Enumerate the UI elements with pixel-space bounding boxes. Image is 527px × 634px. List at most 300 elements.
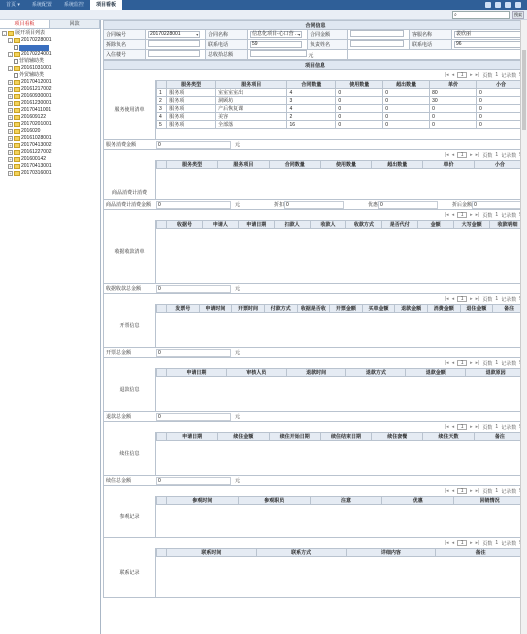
visit-table bbox=[156, 496, 526, 505]
sidebar-tab-payment[interactable]: 回款 bbox=[50, 20, 100, 28]
label: 入住楼号 bbox=[104, 50, 146, 60]
first-page-icon[interactable]: |◂ bbox=[444, 296, 449, 302]
table-row[interactable] bbox=[157, 105, 526, 113]
column-header[interactable]: 扫款人 bbox=[274, 221, 310, 229]
refund-pager bbox=[103, 358, 527, 368]
expand-icon[interactable]: + bbox=[9, 171, 12, 176]
table-cell: 0 bbox=[336, 113, 383, 121]
expand-icon[interactable]: + bbox=[9, 143, 12, 148]
discounted-total-field[interactable]: 0 bbox=[472, 201, 522, 209]
table-cell: 0 bbox=[383, 89, 430, 97]
unit-label: 元 bbox=[235, 142, 241, 148]
page-input[interactable]: 1 bbox=[457, 424, 467, 430]
column-header[interactable]: 发票号 bbox=[167, 305, 200, 313]
tree-folder-item[interactable] bbox=[2, 170, 98, 177]
folder-icon bbox=[14, 136, 20, 141]
tree-folder-item[interactable] bbox=[2, 128, 98, 135]
tree-item-label: 营销辅助类 bbox=[19, 58, 45, 64]
pages-count: 1 bbox=[495, 540, 499, 546]
tree-item-label: 20170412001 bbox=[21, 79, 52, 85]
column-header[interactable]: 收款人 bbox=[310, 221, 346, 229]
first-page-icon[interactable]: |◂ bbox=[444, 72, 449, 78]
extend-pager bbox=[103, 422, 527, 432]
column-header[interactable]: 开票金额 bbox=[330, 305, 363, 313]
column-header[interactable]: 服务项目 bbox=[218, 161, 269, 169]
folder-icon bbox=[14, 66, 20, 71]
column-header[interactable]: 大写金额 bbox=[454, 221, 490, 229]
extend-total-label: 续住总金额 bbox=[106, 478, 132, 484]
next-page-icon[interactable]: ▸ bbox=[470, 360, 473, 366]
page-input[interactable]: 1 bbox=[457, 488, 467, 494]
refund-total-label: 退款总金额 bbox=[106, 414, 132, 420]
tree-folder-item[interactable] bbox=[2, 156, 98, 163]
column-header[interactable]: 参观职员 bbox=[238, 497, 310, 505]
next-page-icon[interactable]: ▸ bbox=[470, 488, 473, 494]
table-cell: 服务项 bbox=[167, 121, 216, 129]
table-cell: 80 bbox=[430, 89, 477, 97]
column-header[interactable]: 收款方式 bbox=[346, 221, 382, 229]
manager-name-field[interactable] bbox=[350, 40, 404, 47]
tree-item-label: 展开项目列表 bbox=[15, 30, 46, 36]
search-button[interactable]: 搜索 bbox=[514, 12, 522, 17]
table-cell: 0 bbox=[383, 105, 430, 113]
search-input[interactable] bbox=[452, 11, 510, 19]
pages-label: 页数 bbox=[482, 424, 493, 431]
tree-folder-item[interactable] bbox=[2, 51, 98, 58]
column-header[interactable]: 超出数量 bbox=[383, 81, 430, 89]
last-page-icon[interactable]: ▸| bbox=[475, 212, 480, 218]
table-cell: 洞顾坊 bbox=[216, 97, 287, 105]
phone-field[interactable]: 59 bbox=[250, 41, 302, 48]
label: 总收拾总额 bbox=[206, 50, 248, 60]
table-cell: 0 bbox=[477, 97, 526, 105]
sidebar-tab-project[interactable]: 项目看板 bbox=[0, 20, 50, 28]
records-label: 记录数 bbox=[501, 540, 517, 547]
folder-icon bbox=[8, 31, 14, 36]
column-header[interactable]: 优惠 bbox=[382, 497, 454, 505]
table-cell: 服务项 bbox=[167, 97, 216, 105]
tab-system-config[interactable]: 系统配置 bbox=[31, 2, 52, 8]
folder-icon bbox=[14, 108, 20, 113]
expand-icon[interactable]: + bbox=[9, 101, 12, 106]
service-section bbox=[103, 80, 527, 140]
customer-name-field[interactable]: 裴欣丽 bbox=[454, 31, 521, 38]
invoice-section-label: 开票信息 bbox=[104, 304, 156, 347]
collapse-icon[interactable]: - bbox=[9, 66, 12, 71]
column-header[interactable]: 收款明细 bbox=[490, 221, 526, 229]
column-header[interactable]: 买单金额 bbox=[362, 305, 395, 313]
tree-folder-item[interactable] bbox=[2, 107, 98, 114]
tree-folder-item[interactable] bbox=[2, 149, 98, 156]
column-header[interactable]: 注意 bbox=[310, 497, 382, 505]
search-icon: ⌕ bbox=[454, 12, 457, 18]
next-page-icon[interactable]: ▸ bbox=[470, 424, 473, 430]
records-label: 记录数 bbox=[501, 488, 517, 495]
tree-folder-item[interactable] bbox=[2, 142, 98, 149]
table-row[interactable] bbox=[157, 97, 526, 105]
column-header[interactable]: 使用数量 bbox=[320, 161, 371, 169]
table-cell: 0 bbox=[477, 121, 526, 129]
table-cell: 服务项 bbox=[167, 113, 216, 121]
column-header[interactable]: 退款金额 bbox=[395, 305, 428, 313]
column-header[interactable]: 备注 bbox=[436, 549, 526, 557]
extend-section-label: 续住信息 bbox=[104, 432, 156, 475]
last-page-icon[interactable]: ▸| bbox=[475, 488, 480, 494]
pages-label: 页数 bbox=[482, 360, 493, 367]
prev-page-icon[interactable]: ◂ bbox=[451, 212, 455, 218]
table-row[interactable] bbox=[157, 121, 526, 129]
folder-icon bbox=[14, 150, 20, 155]
column-header[interactable]: 是否代付 bbox=[382, 221, 418, 229]
page-input[interactable]: 1 bbox=[457, 72, 467, 78]
pages-label: 页数 bbox=[482, 152, 493, 159]
table-cell: 2 bbox=[157, 97, 167, 105]
column-header[interactable]: 续住结束日期 bbox=[320, 433, 371, 441]
last-page-icon[interactable]: ▸| bbox=[475, 296, 480, 302]
tab-system-monitor[interactable]: 系统监控 bbox=[63, 2, 84, 8]
promo-field[interactable]: 0 bbox=[378, 201, 438, 209]
column-header[interactable]: 续住金额 bbox=[218, 433, 269, 441]
receipt-section-label: 收据收款清单 bbox=[104, 220, 156, 283]
tree-item-label: 20161217002 bbox=[21, 86, 52, 92]
page-input[interactable]: 1 bbox=[457, 540, 467, 546]
settings-icon[interactable] bbox=[515, 2, 521, 8]
pages-label: 页数 bbox=[482, 540, 493, 547]
table-cell: 4 bbox=[157, 113, 167, 121]
column-header[interactable]: 付款方式 bbox=[264, 305, 297, 313]
visit-section-label: 参观记录 bbox=[104, 496, 156, 537]
promo-label: 优惠 bbox=[368, 202, 379, 208]
unit-label: 元 bbox=[235, 286, 241, 292]
table-cell: 30 bbox=[430, 97, 477, 105]
column-header[interactable]: 详细内容 bbox=[346, 549, 436, 557]
last-page-icon[interactable]: ▸| bbox=[475, 424, 480, 430]
goods-total-label: 商品消费计消费金额 bbox=[106, 202, 152, 208]
unit-label: 元 bbox=[235, 414, 241, 420]
pages-count: 1 bbox=[495, 72, 499, 78]
goods-table bbox=[156, 160, 526, 169]
expand-icon[interactable]: + bbox=[9, 157, 12, 162]
column-header[interactable]: 服务项目 bbox=[216, 81, 287, 89]
records-label: 记录数 bbox=[501, 296, 517, 303]
tree-item-label: 20170413001 bbox=[21, 163, 52, 169]
prev-page-icon[interactable]: ◂ bbox=[451, 360, 455, 366]
label: 联系电话 bbox=[410, 40, 452, 50]
collapse-icon[interactable]: - bbox=[9, 52, 12, 57]
service-table bbox=[156, 80, 526, 129]
column-header[interactable]: 金额 bbox=[418, 221, 454, 229]
page-input[interactable]: 1 bbox=[457, 296, 467, 302]
extend-total-field[interactable]: 0 bbox=[156, 477, 231, 485]
last-page-icon[interactable]: ▸| bbox=[475, 152, 480, 158]
records-label: 记录数 bbox=[501, 152, 517, 159]
manager-phone-field[interactable]: 96 bbox=[454, 41, 521, 48]
tree-item-label bbox=[19, 45, 49, 51]
next-page-icon[interactable]: ▸ bbox=[470, 540, 473, 546]
column-header[interactable]: 单价 bbox=[423, 161, 474, 169]
table-cell: 0 bbox=[477, 89, 526, 97]
label: 联系电话 bbox=[206, 40, 248, 50]
tree-folder-item[interactable] bbox=[2, 30, 98, 37]
column-header[interactable]: 备注 bbox=[474, 433, 525, 441]
column-header[interactable]: 申请时间 bbox=[199, 305, 232, 313]
folder-icon bbox=[14, 87, 20, 92]
column-header[interactable]: 合同数量 bbox=[269, 161, 320, 169]
document-icon bbox=[14, 73, 18, 78]
column-header[interactable]: 服务类型 bbox=[167, 161, 218, 169]
contact-section bbox=[103, 548, 527, 598]
folder-icon bbox=[14, 38, 20, 43]
document-icon bbox=[14, 59, 18, 64]
tree-folder-item[interactable] bbox=[2, 163, 98, 170]
contact-pager bbox=[103, 538, 527, 548]
label: 拆除负名 bbox=[104, 40, 146, 50]
table-cell: 0 bbox=[336, 121, 383, 129]
name-field[interactable] bbox=[148, 40, 200, 47]
prev-page-icon[interactable]: ◂ bbox=[451, 296, 455, 302]
table-cell: 0 bbox=[430, 105, 477, 113]
column-header[interactable]: 申请日期 bbox=[167, 433, 218, 441]
column-header[interactable]: 收据号 bbox=[167, 221, 203, 229]
tree-folder-item[interactable] bbox=[2, 65, 98, 72]
prev-page-icon[interactable]: ◂ bbox=[451, 540, 455, 546]
bell-icon[interactable] bbox=[495, 2, 501, 8]
tree-folder-item[interactable] bbox=[2, 114, 98, 121]
table-cell: 0 bbox=[430, 121, 477, 129]
tree-item-label: 20161227002 bbox=[21, 149, 52, 155]
mail-icon[interactable] bbox=[485, 2, 491, 8]
column-header[interactable]: 收据是否收 bbox=[297, 305, 330, 313]
column-header[interactable]: 续住套餐 bbox=[372, 433, 423, 441]
expand-icon[interactable]: + bbox=[9, 136, 12, 141]
column-header[interactable]: 回销情况 bbox=[454, 497, 526, 505]
column-header[interactable]: 审核人员 bbox=[226, 369, 286, 377]
first-page-icon[interactable]: |◂ bbox=[444, 540, 449, 546]
contract-name-field[interactable]: 信息化项目-心口营 ... ▾ bbox=[250, 31, 302, 38]
next-page-icon[interactable]: ▸ bbox=[470, 212, 473, 218]
table-cell: 4 bbox=[287, 89, 336, 97]
tree-item-label: 20161028001 bbox=[21, 135, 52, 141]
column-header[interactable]: 服务类型 bbox=[167, 81, 216, 89]
table-cell: 0 bbox=[336, 105, 383, 113]
tree-item-label: 20170413002 bbox=[21, 142, 52, 148]
user-icon[interactable] bbox=[505, 2, 511, 8]
prev-page-icon[interactable]: ◂ bbox=[451, 424, 455, 430]
first-page-icon[interactable]: |◂ bbox=[444, 488, 449, 494]
contact-section-label: 联系记录 bbox=[104, 548, 156, 597]
column-header[interactable]: 小合 bbox=[477, 81, 526, 89]
receipt-pager bbox=[103, 210, 527, 220]
column-header[interactable]: 小合 bbox=[474, 161, 525, 169]
table-row[interactable] bbox=[157, 113, 526, 121]
tree-leaf-item[interactable] bbox=[2, 72, 98, 79]
service-section-label: 服务使用清单 bbox=[104, 80, 156, 139]
column-header[interactable]: 退款方式 bbox=[346, 369, 406, 377]
label: 合同编号 bbox=[104, 30, 146, 40]
project-info-title: 项目信息 bbox=[104, 61, 527, 70]
table-cell: 0 bbox=[336, 97, 383, 105]
contract-no-field[interactable]: 20170228001 ▾ bbox=[148, 31, 200, 38]
page-input[interactable]: 1 bbox=[457, 360, 467, 366]
unit-label: 元 bbox=[235, 478, 241, 484]
expand-icon[interactable]: + bbox=[9, 150, 12, 155]
first-page-icon[interactable]: |◂ bbox=[444, 152, 449, 158]
tree-item-label: 20160930001 bbox=[21, 93, 52, 99]
column-header[interactable]: 超出数量 bbox=[372, 161, 423, 169]
room-no-field[interactable] bbox=[148, 50, 200, 57]
column-header[interactable]: 消费金额 bbox=[428, 305, 461, 313]
service-total-field[interactable]: 0 bbox=[156, 141, 231, 149]
extend-total-row bbox=[103, 476, 527, 486]
tab-project-board[interactable]: 项目看板 bbox=[90, 0, 122, 10]
tab-home[interactable]: 首页 ▾ bbox=[6, 2, 20, 8]
expand-icon[interactable]: + bbox=[9, 108, 12, 113]
folder-icon bbox=[14, 143, 20, 148]
table-cell: 服务项 bbox=[167, 105, 216, 113]
contract-amount-field[interactable] bbox=[350, 30, 404, 37]
table-cell: 3 bbox=[287, 97, 336, 105]
first-page-icon[interactable]: |◂ bbox=[444, 360, 449, 366]
tree-item-label: 2016020 bbox=[21, 128, 41, 134]
pages-label: 页数 bbox=[482, 212, 493, 219]
expand-icon[interactable]: + bbox=[9, 94, 12, 99]
page-scrollbar[interactable] bbox=[520, 20, 527, 634]
expand-icon[interactable]: + bbox=[9, 122, 12, 127]
main-content bbox=[103, 20, 527, 634]
tree-item-label: 20170316001 bbox=[21, 170, 52, 176]
column-header[interactable]: 备注 bbox=[493, 305, 526, 313]
column-header[interactable]: 退住金额 bbox=[460, 305, 493, 313]
expand-icon[interactable]: + bbox=[9, 164, 12, 169]
top-navbar bbox=[0, 0, 527, 10]
records-label: 记录数 bbox=[501, 424, 517, 431]
refund-section bbox=[103, 368, 527, 412]
column-header[interactable]: 退款时间 bbox=[286, 369, 346, 377]
tree-folder-item[interactable] bbox=[2, 135, 98, 142]
first-page-icon[interactable]: |◂ bbox=[444, 212, 449, 218]
expand-icon[interactable]: + bbox=[9, 115, 12, 120]
folder-icon bbox=[14, 171, 20, 176]
total-fee-field[interactable] bbox=[250, 50, 307, 57]
page-input[interactable]: 1 bbox=[457, 212, 467, 218]
collapse-icon[interactable]: - bbox=[3, 31, 6, 36]
search-row bbox=[0, 10, 527, 20]
tree-folder-item[interactable] bbox=[2, 86, 98, 93]
table-row[interactable] bbox=[157, 89, 526, 97]
table-cell: 0 bbox=[383, 97, 430, 105]
collapse-icon[interactable]: - bbox=[9, 38, 12, 43]
service-pager bbox=[103, 70, 527, 80]
goods-total-field[interactable]: 0 bbox=[156, 201, 231, 209]
column-header[interactable]: 退款金额 bbox=[406, 369, 466, 377]
next-page-icon[interactable]: ▸ bbox=[470, 152, 473, 158]
next-page-icon[interactable]: ▸ bbox=[470, 296, 473, 302]
tree-item-label: 20170411001 bbox=[21, 107, 52, 113]
table-cell: 产后恢复课 bbox=[216, 105, 287, 113]
folder-icon bbox=[14, 157, 20, 162]
last-page-icon[interactable]: ▸| bbox=[475, 540, 480, 546]
table-cell: 4 bbox=[287, 105, 336, 113]
first-page-icon[interactable]: |◂ bbox=[444, 424, 449, 430]
column-header[interactable]: 申请日期 bbox=[238, 221, 274, 229]
tree-leaf-item[interactable] bbox=[2, 58, 98, 65]
column-header[interactable]: 使用数量 bbox=[336, 81, 383, 89]
last-page-icon[interactable]: ▸| bbox=[475, 360, 480, 366]
project-info-header bbox=[103, 60, 527, 70]
tree-folder-item[interactable] bbox=[2, 100, 98, 107]
table-cell: 美容 bbox=[216, 113, 287, 121]
tree-folder-item[interactable] bbox=[2, 121, 98, 128]
column-header[interactable]: 联系方式 bbox=[256, 549, 346, 557]
pages-label: 页数 bbox=[482, 488, 493, 495]
tree-item-label: 201609122 bbox=[21, 114, 47, 120]
prev-page-icon[interactable]: ◂ bbox=[451, 488, 455, 494]
column-header[interactable]: 单价 bbox=[430, 81, 477, 89]
goods-footer-row bbox=[103, 200, 527, 210]
tree-folder-item[interactable] bbox=[2, 79, 98, 86]
column-header[interactable]: 续住天数 bbox=[423, 433, 474, 441]
column-header[interactable]: 合同数量 bbox=[287, 81, 336, 89]
label: 负责姓名 bbox=[308, 40, 348, 50]
pages-count: 1 bbox=[495, 152, 499, 158]
folder-icon bbox=[14, 80, 20, 85]
tree-item-label: 20170228001 bbox=[21, 37, 52, 43]
next-page-icon[interactable]: ▸ bbox=[470, 72, 473, 78]
discount-field[interactable]: 0 bbox=[284, 201, 344, 209]
invoice-total-field[interactable]: 0 bbox=[156, 349, 231, 357]
receipt-total-field[interactable]: 0 bbox=[156, 285, 231, 293]
visit-pager bbox=[103, 486, 527, 496]
column-header[interactable]: 续住开始日期 bbox=[269, 433, 320, 441]
table-cell: 服务项 bbox=[167, 89, 216, 97]
column-header[interactable]: 退款原因 bbox=[466, 369, 526, 377]
unit-label: 元 bbox=[235, 350, 241, 356]
refund-total-field[interactable]: 0 bbox=[156, 413, 231, 421]
project-tree bbox=[0, 29, 100, 178]
column-header[interactable]: 联系时间 bbox=[167, 549, 257, 557]
column-header[interactable]: 开票时间 bbox=[232, 305, 265, 313]
extend-table bbox=[156, 432, 526, 441]
column-header[interactable]: 申请人 bbox=[202, 221, 238, 229]
contact-table bbox=[156, 548, 526, 557]
tree-item-label: 20170201001 bbox=[21, 121, 52, 127]
table-cell: 0 bbox=[477, 105, 526, 113]
goods-pager bbox=[103, 150, 527, 160]
column-header[interactable]: 申请日期 bbox=[167, 369, 227, 377]
service-total-row bbox=[103, 140, 527, 150]
pages-count: 1 bbox=[495, 424, 499, 430]
table-cell: 0 bbox=[477, 113, 526, 121]
tree-leaf-item[interactable] bbox=[2, 44, 98, 51]
pages-count: 1 bbox=[495, 212, 499, 218]
page-input[interactable]: 1 bbox=[457, 152, 467, 158]
prev-page-icon[interactable]: ◂ bbox=[451, 72, 455, 78]
column-header[interactable]: 参观时间 bbox=[167, 497, 239, 505]
expand-icon[interactable]: + bbox=[9, 80, 12, 85]
receipt-section bbox=[103, 220, 527, 284]
invoice-table bbox=[156, 304, 526, 313]
prev-page-icon[interactable]: ◂ bbox=[451, 152, 455, 158]
records-label: 记录数 bbox=[501, 212, 517, 219]
tree-item-label: 20170224001 bbox=[21, 51, 52, 57]
last-page-icon[interactable]: ▸| bbox=[475, 72, 480, 78]
expand-icon[interactable]: + bbox=[9, 87, 12, 92]
tree-folder-item[interactable] bbox=[2, 37, 98, 44]
refund-table bbox=[156, 368, 526, 377]
tree-item-label: 20161230001 bbox=[21, 100, 52, 106]
expand-icon[interactable]: + bbox=[9, 129, 12, 134]
tree-folder-item[interactable] bbox=[2, 93, 98, 100]
